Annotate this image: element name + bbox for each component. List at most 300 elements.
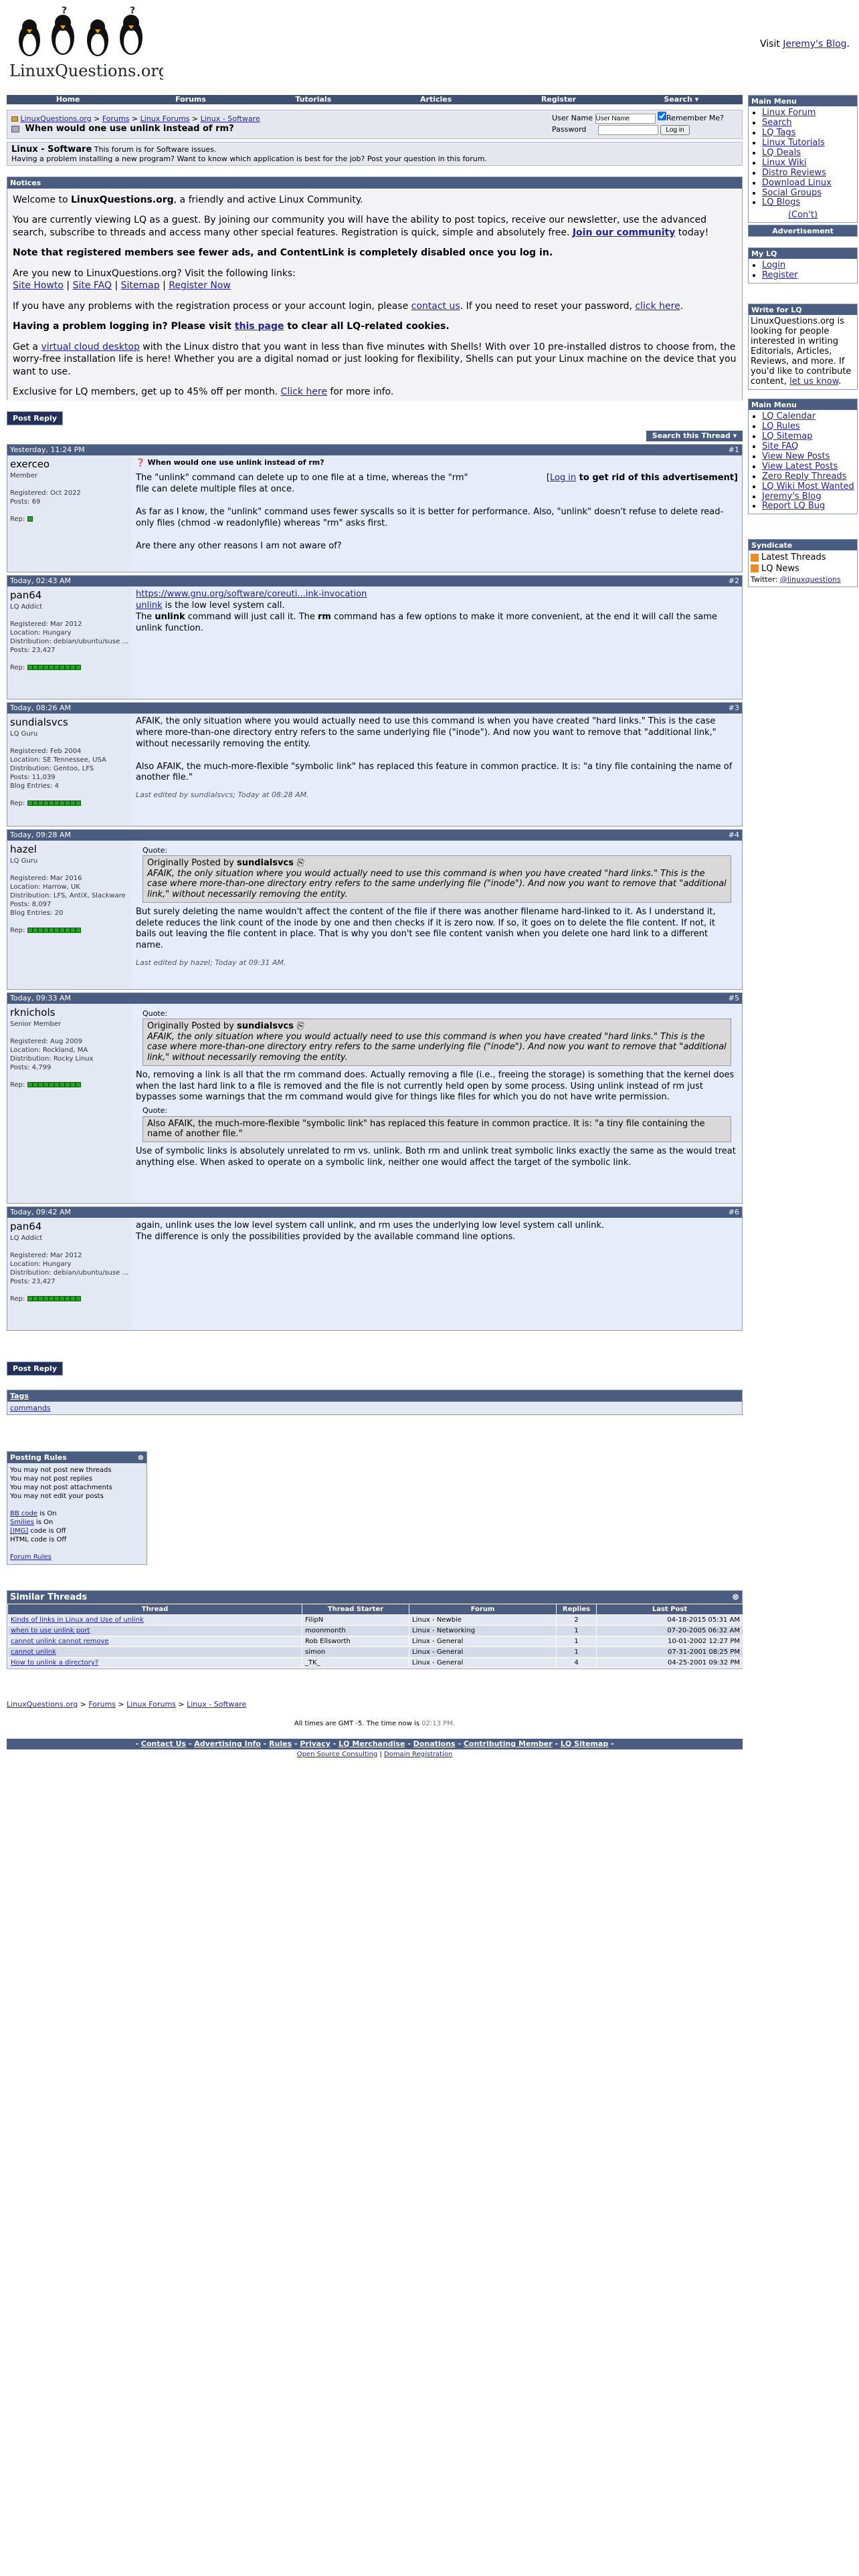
write-title: Write for LQ [749,304,857,315]
registered: Registered: Mar 2012 [10,1251,82,1259]
ad-notice [547,473,738,496]
body2d: rm [318,611,331,622]
site-faq-link[interactable]: Site FAQ [72,280,112,292]
post-reply-label: Post Reply [7,1362,63,1376]
rep-icon [27,516,33,522]
advertisement-title: Advertisement [749,225,857,236]
sidebar-zero-reply[interactable]: Zero Reply Threads [762,471,847,481]
sidebar-write-for-lq: Write for LQ LinuxQuestions.org is looking for people interested in writing Editorials, Articles, Reviews, and more. If you'd like to contribute content, let us know. [748,304,858,390]
post-content [132,714,742,826]
notice-problems-a: If you have any problems with the registration process or your account login, please [13,300,411,312]
location: Location: SE Tennessee, USA [10,756,106,764]
rss-icon [751,564,759,572]
tags-title [7,1390,742,1402]
table-row [8,1636,743,1647]
notices-title: Notices [7,177,742,189]
thread-replies: 2 [557,1615,597,1626]
quote-text: AFAIK, the only situation where you would actually need to use this command is when you have created "hard links." This is the case where more-than-one directory entry refers to the same underlying file ("inode"). And now you want to remove that "additional link," without necessarily removing the entity. [147,868,727,900]
notice-guest-tail: today! [675,227,709,238]
post-reply-label: Post Reply [7,411,63,425]
password-input[interactable] [598,125,658,135]
login-form [552,112,739,135]
col-last-post: Last Post [597,1604,743,1615]
sidebar-site-faq[interactable]: Site FAQ [762,441,799,451]
thread-starter: moonmonth [302,1626,409,1636]
similar-threads [7,1590,743,1669]
post-4 [7,829,743,990]
registered: Registered: Oct 2022 [10,489,81,497]
thread-forum: Linux - General [409,1647,557,1658]
post-content [132,1218,742,1330]
post-date: Today, 09:28 AM [10,831,72,839]
registered: Registered: Mar 2012 [10,620,82,628]
footer-secondary: Open Source Consulting | Domain Registration [296,1751,453,1758]
notice-welcome-c: , a friendly and active Linux Community. [173,195,363,205]
rule-line-3: You may not post attachments [10,1484,113,1491]
html-code: HTML code is Off [10,1536,67,1543]
tag-commands[interactable]: commands [10,1404,51,1412]
site-logo-text: LinuxQuestions.org [9,62,163,80]
body2c: command will just call it. The [185,611,318,622]
breadcrumb-linux-forums[interactable]: Linux Forums [140,114,190,123]
quote-label: Quote: [142,1009,168,1018]
tags-title-text[interactable]: Tags [10,1392,29,1400]
register-now-link[interactable]: Register Now [169,280,231,292]
reset-password-link[interactable]: click here [635,300,680,312]
login-ad-link[interactable]: Log in [549,473,577,484]
username[interactable]: rknichols [10,1006,56,1018]
post-count: Posts: 11,039 [10,773,56,781]
sidebar-view-new-posts[interactable]: View New Posts [762,451,830,461]
write-text: LinuxQuestions.org is looking for people interested in writing Editorials, Articles, Reviews, and more. If you'd like to contribute content, [751,316,852,387]
distribution: Distribution: debian/ubuntu/suse ... [10,1269,128,1277]
post-number[interactable]: #1 [728,445,739,454]
thread-last-post: 07-20-2005 06:32 AM [597,1626,743,1636]
sidebar-advertisement [748,225,858,237]
thread-starter: Rob Ellsworth [302,1636,409,1647]
sidebar-main-menu-2 [748,399,858,514]
virtual-desktop-link[interactable]: virtual cloud desktop [41,341,140,352]
notice-guest [13,214,737,239]
nav-tutorials[interactable]: Tutorials [295,95,332,104]
nav-articles[interactable]: Articles [420,95,452,104]
forum-name: Linux - Software [11,144,92,154]
user-title: Member [10,471,38,479]
post-date: Yesterday, 11:24 PM [10,445,85,454]
post-body-2: As far as I know, the "unlink" command uses fewer syscalls so it is better for performance. Also, "unlink" doesn't refuse to delete read-only files (chmod -w readonlyfile) whereas "rm" asks first. [136,506,724,528]
reputation [10,1295,129,1303]
sidebar-lq-sitemap[interactable]: LQ Sitemap [762,431,813,441]
footer-advertising[interactable]: Advertising Info [194,1739,261,1748]
sidebar-item-wiki[interactable]: Linux Wiki [762,157,807,168]
top-navbar [7,95,743,104]
rep-label: Rep: [10,1295,27,1303]
notice-problems [13,300,737,312]
quote-by: Originally Posted by [147,1021,237,1032]
bottom-breadcrumb: LinuxQuestions.org > Forums > Linux Forums > Linux - Software [7,1700,247,1709]
rep-label: Rep: [10,663,27,671]
rep-label: Rep: [10,515,27,523]
thread-last-post: 10-01-2002 12:27 PM [597,1636,743,1647]
sidebar-login[interactable]: Login [762,260,786,270]
notice-exclusive [13,386,737,398]
login-button[interactable]: Log in [660,125,689,135]
rule-line-2: You may not post replies [10,1475,93,1483]
breadcrumb-forums[interactable]: Forums [102,114,130,123]
post-content [132,455,742,572]
post-2 [7,575,743,700]
breadcrumb-linux-forums[interactable]: Linux Forums [126,1700,176,1709]
notice-welcome-site: LinuxQuestions.org [71,195,174,205]
col-starter: Thread Starter [302,1604,409,1615]
distribution: Distribution: Gentoo, LFS [10,764,94,772]
user-title: LQ Guru [10,857,38,865]
post-author-info [7,1218,132,1330]
forum-rules-link[interactable]: Forum Rules [10,1553,52,1561]
breadcrumb-linux-software[interactable]: Linux - Software [187,1700,247,1709]
location: Location: Hungary [10,1260,72,1268]
unlink-link[interactable]: unlink [136,600,163,611]
post-5 [7,992,743,1204]
edited-note: Last edited by sundialsvcs; Today at 08:28 AM. [136,790,309,800]
table-row [8,1626,743,1636]
posting-rules-title: Posting Rules [10,1453,67,1462]
sidebar-cont-link[interactable]: (Con't) [787,210,818,221]
sidebar-lq-rules[interactable]: LQ Rules [762,421,800,431]
username[interactable]: hazel [10,843,37,855]
notice-problems-b: . If you need to reset your password, [460,300,636,312]
body2e: command has a few options to make it more convenient, at the end it will call the same unlink function. [136,611,717,633]
domain-registration-link[interactable]: Domain Registration [384,1751,453,1758]
footer-donations[interactable]: Donations [413,1739,456,1748]
quote-block [142,846,731,903]
post-count: Posts: 8,097 [10,900,52,908]
quote-text: AFAIK, the only situation where you would actually need to use this command is when you have created "hard links." This is the case where more-than-one directory entry refers to the same underlying file ("inode"). And now you want to remove that "additional link," without necessarily removing the entity. [147,1031,727,1063]
nav-forums[interactable]: Forums [175,95,206,104]
username-input[interactable] [595,114,656,124]
sidebar-item-distro-reviews[interactable]: Distro Reviews [762,167,826,178]
rule-line-1: You may not post new threads [10,1467,112,1474]
search-thread-dropdown[interactable]: Search this Thread ▾ [646,431,743,441]
sidebar-item-social-groups[interactable]: Social Groups [762,187,822,198]
username[interactable]: sundialsvcs [10,716,68,728]
distribution: Distribution: LFS, AntiX, Slackware [10,891,126,899]
svg-text:?: ? [130,7,136,16]
rss-icon [751,554,759,562]
forum-sub-desc: Having a problem installing a new program? Want to know which application is best for the job? Post your question in this forum. [11,154,487,163]
reputation [10,515,129,524]
similar-title: Similar Threads [10,1592,88,1602]
quote-block-2 [142,1106,731,1142]
sidebar-main-menu-title: Main Menu [749,96,857,106]
sidebar-wiki-most-wanted[interactable]: LQ Wiki Most Wanted [762,481,854,492]
post-number[interactable]: #3 [728,704,739,712]
notices-panel [7,177,743,400]
col-replies: Replies [557,1604,597,1615]
breadcrumb-lq[interactable]: LinuxQuestions.org [20,114,92,123]
breadcrumb-lq[interactable]: LinuxQuestions.org [7,1700,78,1709]
footer-contributing[interactable]: Contributing Member [463,1739,553,1748]
notice-exclusive-a: Exclusive for LQ members, get up to 45% off per month. [13,387,281,398]
post-content [132,1004,742,1203]
location: Location: Harrow, UK [10,883,80,891]
registered: Registered: Mar 2016 [10,874,82,882]
post-date: Today, 08:26 AM [10,704,72,712]
reputation [10,799,129,808]
username[interactable]: pan64 [10,589,42,601]
thread-starter: FilipN [302,1615,409,1626]
notice-shells-b: with the Linux distro that you want in less than five minutes with Shells! With over 10 pre-installed distros to choose from, the worry-free installation life is here! Whether you are a digital nomad or just looking for flexibility, Shells can put your Linux machine on the device that you want to use. [13,341,737,377]
sidebar-item-lq-tags[interactable]: LQ Tags [762,127,796,138]
col-forum: Forum [409,1604,557,1615]
post-reply-button-bottom[interactable] [7,1362,63,1376]
registered: Registered: Feb 2004 [10,747,82,755]
post-author-info [7,714,132,826]
rep-label: Rep: [10,926,27,934]
thread-last-post: 04-25-2001 09:32 PM [597,1658,743,1669]
remember-me-label: Remember Me? [666,114,725,122]
registered: Registered: Aug 2009 [10,1037,83,1045]
breadcrumb-forums[interactable]: Forums [88,1700,116,1709]
bb-code-link[interactable]: BB code [10,1510,38,1517]
open-source-consulting-link[interactable]: Open Source Consulting [296,1751,378,1758]
thread-title: When would one use unlink instead of rm? [25,124,234,134]
nav-register[interactable]: Register [541,95,577,104]
question-icon: ❓ [136,458,145,467]
post-date: Today, 09:33 AM [10,994,72,1002]
post-body-1: The "unlink" command can delete up to one file at a time, whereas the "rm" file can delete multiple files at once. [136,473,468,495]
user-title: LQ Addict [10,1234,43,1242]
time-label: All times are GMT -5. The time now is [294,1720,422,1727]
col-thread: Thread [8,1604,302,1615]
post-1 [7,444,743,572]
post-number[interactable]: #5 [728,994,739,1002]
thread-starter: simon [302,1647,409,1658]
smilies-value: is On [33,1519,54,1526]
rep-label: Rep: [10,1081,27,1089]
thread-replies: 4 [557,1658,597,1669]
footer-contact[interactable]: Contact Us [140,1739,186,1748]
site-howto-link[interactable]: Site Howto [13,280,64,292]
location: Location: Hungary [10,629,72,637]
ad-a: [ [546,473,550,484]
syndicate-title: Syndicate [749,540,857,550]
notice-cookies-b: to clear all LQ-related cookies. [284,321,450,332]
thread-replies: 1 [557,1626,597,1636]
user-title: Senior Member [10,1020,62,1028]
folder-icon [11,116,18,122]
notice-exclusive-b: for more info. [326,387,394,398]
notice-shells-a: Get a [13,341,41,352]
notice-registered: Note that registered members see fewer ads, and ContentLink is completely disabled once you log in. [13,247,553,259]
username[interactable]: pan64 [10,1220,42,1232]
username[interactable]: exerceo [10,458,50,470]
breadcrumb-box [7,110,743,139]
join-community-link[interactable]: Join our community [572,227,676,238]
sidebar-item-linux-forum[interactable]: Linux Forum [762,108,816,118]
sidebar-item-search[interactable]: Search [762,117,792,128]
footer-rules[interactable]: Rules [269,1739,292,1748]
post-body-1: is the low level system call. [162,600,285,611]
sidebar-main-menu [748,95,858,223]
thread-forum: Linux - Networking [409,1626,557,1636]
remember-me-checkbox[interactable] [658,112,666,120]
sidebar-jeremys-blog[interactable]: Jeremy's Blog [762,491,822,502]
user-title: LQ Addict [10,603,43,611]
post-content [132,841,742,989]
notice-new-text: Are you new to LinuxQuestions.org? Visit the following links: [13,267,296,279]
notice-welcome [13,194,737,206]
nav-search[interactable]: Search ▾ [664,95,699,104]
latest-threads-feed[interactable]: Latest Threads [761,552,826,562]
click-here-link[interactable]: Click here [280,387,327,398]
visit-jeremys-blog-link[interactable]: Jeremy's Blog [783,39,847,49]
notice-guest-text: You are currently viewing LQ as a guest. By joining our community you will have the ability to post topics, receive our newsletter, use the advanced search, subscribe to threads and access many other special features. Registration is quick, simple and absolutely free. [13,215,707,238]
post-body-2: The difference is only the possibilities provided by the available command line options. [136,1231,516,1242]
body2b: unlink [155,611,185,622]
rule-line-4: You may not edit your posts [10,1493,104,1500]
quote-label: Quote: [142,846,168,855]
post-number[interactable]: #2 [728,576,739,585]
posting-rules [7,1451,147,1565]
post-6 [7,1206,743,1331]
quote-text: Also AFAIK, the much-more-flexible "symbolic link" has replaced this feature in common practice. It is: "a tiny file containing the name of another file." [142,1116,731,1142]
rep-label: Rep: [10,799,27,807]
post-body-1: AFAIK, the only situation where you would actually need to use this command is when you have created "hard links." This is the case where more-than-one directory entry refers to the same underlying file ("inode"). And now you want to remove that "additional link," without necessarily removing the entity. [136,716,717,749]
username-label: User Name [552,114,593,122]
sidebar-item-tutorials[interactable]: Linux Tutorials [762,137,825,148]
thread-icon [11,126,19,132]
site-logo[interactable] [9,7,163,86]
post-count: Posts: 23,427 [10,1277,56,1285]
quote-block [142,1009,731,1066]
my-lq-title: My LQ [749,248,857,259]
post-author-info [7,1004,132,1203]
notice-shells [13,341,737,378]
twitter-link[interactable]: @linuxquestions [779,574,841,584]
post-body-2: Also AFAIK, the much-more-flexible "symbolic link" has replaced this feature in common practice. It is: "a tiny file containing the name of another file." [136,761,733,783]
post-content [132,586,742,699]
thread-replies: 1 [557,1636,597,1647]
footer-links: - Contact Us - Advertising Info - Rules - Privacy - LQ Merchandise - Donations - Contributing Member - LQ Sitemap - [7,1739,743,1749]
post-count: Posts: 23,427 [10,646,56,654]
ad-b: to get rid of this advertisement] [576,473,738,484]
view-post-icon[interactable]: ⎘ [296,858,304,869]
table-row [8,1615,743,1626]
post-body-3: Are there any other reasons I am not aware of? [136,540,342,551]
sidebar-item-download[interactable]: Download Linux [762,177,832,188]
post-number[interactable]: #4 [728,831,739,839]
sidebar-syndicate [748,539,858,587]
quote-by: Originally Posted by [147,858,237,869]
thread-title-row [11,124,234,134]
blog-entries: Blog Entries: 4 [10,782,60,790]
quote-user: sundialsvcs [236,858,294,869]
sidebar-report-bug[interactable]: Report LQ Bug [762,501,826,512]
thread-link[interactable]: cannot unlink cannot remove [11,1638,109,1645]
visit-suffix: . [846,39,850,49]
password-label: Password [552,125,587,134]
notice-new: Are you new to LinuxQuestions.org? Visit the following links: Site Howto | Site FAQ | Sitemap | Register Now [13,267,296,292]
lq-news-feed[interactable]: LQ News [761,563,799,574]
smilies-link[interactable]: Smilies [10,1519,34,1526]
gnu-link[interactable]: https://www.gnu.org/software/coreuti...ink-invocation [136,589,367,599]
contact-us-link[interactable]: contact us [411,300,460,312]
sidebar-view-latest-posts[interactable]: View Latest Posts [762,461,838,471]
main-menu-2-title: Main Menu [749,399,857,410]
quote-user: sundialsvcs [236,1021,294,1032]
thread-replies: 1 [557,1647,597,1658]
penguin-icon [19,7,142,56]
sidebar-my-lq [748,247,858,284]
let-us-know-link[interactable]: let us know [789,376,839,387]
footer-sitemap[interactable]: LQ Sitemap [560,1739,609,1748]
table-row [8,1658,743,1669]
forum-description [7,142,743,166]
thread-starter: _TK_ [302,1658,409,1669]
site-header [0,0,859,94]
post-date: Today, 09:42 AM [10,1208,72,1216]
img-code-link[interactable]: [IMG] [10,1527,29,1535]
time-now: 02:13 PM. [421,1720,456,1727]
sitemap-link[interactable]: Sitemap [120,280,160,292]
view-post-icon[interactable]: ⎘ [296,1021,304,1032]
thread-forum: Linux - General [409,1636,557,1647]
post-3 [7,702,743,827]
nav-home[interactable]: Home [56,95,80,104]
thread-link[interactable]: How to unlink a directory? [11,1659,99,1667]
breadcrumb-linux-software[interactable]: Linux - Software [200,114,260,123]
thread-link[interactable]: when to use unlink port [11,1627,90,1634]
footer-merch[interactable]: LQ Merchandise [339,1739,405,1748]
visit-label: Visit [759,39,780,49]
post-author-info [7,455,132,572]
collapse-icon[interactable]: ⊗ [137,1453,144,1462]
thread-forum: Linux - Newbie [409,1615,557,1626]
svg-text:?: ? [62,7,68,16]
distribution: Distribution: debian/ubuntu/suse ... [10,637,128,645]
thread-link[interactable]: Kinds of links in Linux and Use of unlink [11,1616,144,1624]
bb-code-value: is On [37,1510,57,1517]
post-body-1: No, removing a link is all that the rm command does. Actually removing a file (i.e., freeing the storage) is something that the kernel does when the last hard link to a file is removed and the file is not currently held open by some process. Using unlink instead of rm just bypasses some warnings that the rm command would give for things like files for which you do not have write permission. [136,1069,735,1103]
forum-desc: This forum is for Software issues. [94,145,217,154]
reputation [10,926,129,935]
footer-privacy[interactable]: Privacy [300,1739,330,1748]
cookies-page-link[interactable]: this page [234,321,284,332]
post-body-1: But surely deleting the name wouldn't affect the content of the file if there was another filename hard-linked to it. As I understand it, delete reduces the link count of the inode by one and then checks if it is zero now. If so, it goes on to delete the file content. If not, it bails out leaving the file content in place. That is why you don't see file content vanish when you delete one hard link to a different name. [136,906,716,951]
notice-cookies-a: Having a problem logging in? Please visit [13,321,235,332]
sidebar-item-deals[interactable]: LQ Deals [762,147,801,158]
distribution: Distribution: Rocky Linux [10,1055,94,1063]
sidebar-lq-calendar[interactable]: LQ Calendar [762,411,816,421]
post-subject [136,458,738,467]
sidebar-item-blogs[interactable]: LQ Blogs [762,197,801,208]
thread-last-post: 07-31-2001 08:25 PM [597,1647,743,1658]
body2a: The [136,611,155,622]
collapse-icon[interactable]: ⊗ [732,1592,739,1602]
blog-entries: Blog Entries: 20 [10,909,64,917]
post-number[interactable]: #6 [728,1208,739,1216]
post-author-info [7,586,132,699]
post-body-1: again, unlink uses the low level system call unlink, and rm uses the underlying low level system call unlink. [136,1220,605,1230]
post-reply-button[interactable] [7,411,63,425]
twitter-label: Twitter: [751,574,780,584]
breadcrumb: LinuxQuestions.org > Forums > Linux Forums > Linux - Software [11,114,260,123]
sidebar-register[interactable]: Register [762,270,798,280]
time-note [7,1720,743,1727]
thread-link[interactable]: cannot unlink [11,1648,56,1656]
visit-link-area [760,39,850,49]
